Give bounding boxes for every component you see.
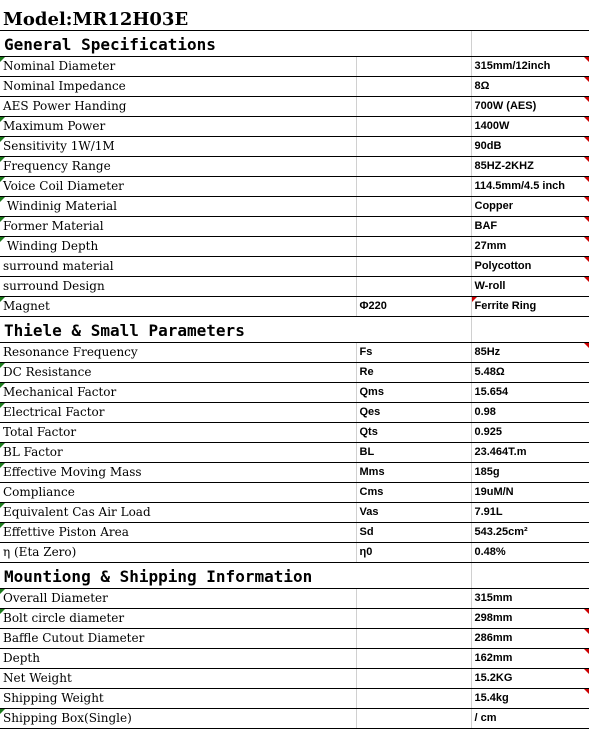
table-cell[interactable] xyxy=(356,256,471,276)
cell-text: Resonance Frequency xyxy=(3,345,138,359)
table-cell[interactable] xyxy=(356,402,471,422)
table-cell[interactable] xyxy=(0,522,356,542)
cell-text: 15.654 xyxy=(474,386,509,398)
cell-text: 19uM/N xyxy=(474,486,514,498)
table-cell[interactable] xyxy=(356,688,471,708)
cell-text: Depth xyxy=(3,651,40,665)
table-cell[interactable] xyxy=(0,668,356,688)
table-cell[interactable] xyxy=(356,156,471,176)
table-cell[interactable] xyxy=(471,136,589,156)
table-cell[interactable] xyxy=(356,522,471,542)
cell-text: 0.48% xyxy=(474,546,506,558)
table-cell[interactable] xyxy=(356,708,471,728)
cell-text: 114.5mm/4.5 inch xyxy=(474,180,565,192)
table-row xyxy=(0,502,589,522)
table-row xyxy=(0,116,589,136)
cell-text: / cm xyxy=(474,712,497,724)
table-row xyxy=(0,628,589,648)
cell-text: 0.98 xyxy=(474,406,496,418)
comment-flag-icon xyxy=(584,137,589,142)
note-flag-icon xyxy=(0,589,5,594)
cell-text: Voice Coil Diameter xyxy=(3,179,124,193)
cell-text: 700W (AES) xyxy=(474,100,537,112)
table-row xyxy=(0,176,589,196)
comment-flag-icon xyxy=(584,97,589,102)
table-cell[interactable] xyxy=(0,362,356,382)
table-row xyxy=(0,236,589,256)
table-cell[interactable] xyxy=(0,608,356,628)
note-flag-icon xyxy=(0,609,5,614)
table-cell[interactable] xyxy=(471,708,589,728)
table-cell[interactable] xyxy=(356,648,471,668)
note-flag-icon xyxy=(0,463,5,468)
table-cell[interactable] xyxy=(356,216,471,236)
cell-text: Sd xyxy=(359,526,374,538)
cell-text: 15.2KG xyxy=(474,672,513,684)
cell-text: 27mm xyxy=(474,240,507,252)
cell-text: 543.25cm² xyxy=(474,526,528,538)
comment-flag-icon xyxy=(584,217,589,222)
table-cell[interactable] xyxy=(471,482,589,502)
cell-text: Qms xyxy=(359,386,384,398)
section-header-thiele xyxy=(0,316,589,342)
table-cell[interactable] xyxy=(471,116,589,136)
cell-text: Fs xyxy=(359,346,373,358)
cell-text: 0.925 xyxy=(474,426,503,438)
cell-text: BAF xyxy=(474,220,498,232)
table-cell[interactable] xyxy=(0,96,356,116)
table-cell[interactable] xyxy=(0,442,356,462)
cell-text: Φ220 xyxy=(359,300,387,312)
cell-text: η0 xyxy=(359,546,373,558)
cell-text: Electrical Factor xyxy=(3,405,105,419)
table-cell[interactable] xyxy=(356,482,471,502)
cell-text: Mechanical Factor xyxy=(3,385,117,399)
table-row xyxy=(0,56,589,76)
cell-text: surround material xyxy=(3,259,114,273)
cell-text: W-roll xyxy=(474,280,506,292)
note-flag-icon xyxy=(0,403,5,408)
table-row xyxy=(0,708,589,728)
table-cell[interactable] xyxy=(471,256,589,276)
table-row xyxy=(0,462,589,482)
table-row xyxy=(0,136,589,156)
table-cell[interactable] xyxy=(471,442,589,462)
comment-flag-icon xyxy=(584,157,589,162)
table-row xyxy=(0,648,589,668)
table-cell[interactable] xyxy=(356,236,471,256)
table-cell[interactable] xyxy=(0,56,356,76)
note-flag-icon xyxy=(0,137,5,142)
cell-text: Shipping Weight xyxy=(3,691,104,705)
cell-text: 85HZ-2KHZ xyxy=(474,160,534,172)
table-cell[interactable] xyxy=(356,296,471,316)
note-flag-icon xyxy=(0,217,5,222)
table-cell[interactable] xyxy=(0,176,356,196)
table-cell[interactable] xyxy=(356,276,471,296)
table-row xyxy=(0,382,589,402)
table-row xyxy=(0,216,589,236)
cell-text: Nominal Diameter xyxy=(3,59,116,73)
note-flag-icon xyxy=(0,117,5,122)
table-row xyxy=(0,156,589,176)
table-row xyxy=(0,76,589,96)
table-cell[interactable] xyxy=(0,116,356,136)
note-flag-icon xyxy=(0,443,5,448)
table-cell[interactable] xyxy=(471,362,589,382)
cell-text: 315mm/12inch xyxy=(474,60,551,72)
table-cell[interactable] xyxy=(471,296,589,316)
note-flag-icon xyxy=(0,157,5,162)
table-cell[interactable] xyxy=(471,668,589,688)
note-flag-icon xyxy=(0,709,5,714)
table-cell[interactable] xyxy=(0,688,356,708)
table-cell[interactable] xyxy=(356,382,471,402)
table-cell[interactable] xyxy=(0,628,356,648)
cell-text: 298mm xyxy=(474,612,513,624)
table-cell[interactable] xyxy=(356,588,471,608)
note-flag-icon xyxy=(0,523,5,528)
cell-text: 15.4kg xyxy=(474,692,509,704)
table-row xyxy=(0,296,589,316)
comment-flag-icon xyxy=(584,669,589,674)
cell-text: 315mm xyxy=(474,592,513,604)
table-cell[interactable] xyxy=(471,608,589,628)
comment-flag-icon xyxy=(584,77,589,82)
comment-flag-icon xyxy=(584,277,589,282)
cell-text: Cms xyxy=(359,486,384,498)
cell-text: Polycotton xyxy=(474,260,532,272)
model-row xyxy=(0,0,589,30)
section-title-thiele[interactable]: Thiele & Small Parameters xyxy=(0,316,471,342)
comment-flag-icon xyxy=(584,197,589,202)
table-cell[interactable] xyxy=(471,648,589,668)
table-cell[interactable] xyxy=(0,708,356,728)
table-cell[interactable] xyxy=(471,342,589,362)
table-cell[interactable] xyxy=(0,136,356,156)
cell-text: BL xyxy=(359,446,375,458)
cell-text: Bolt circle diameter xyxy=(3,611,125,625)
table-cell[interactable] xyxy=(0,236,356,256)
table-cell[interactable] xyxy=(0,342,356,362)
cell-text: Magnet xyxy=(3,299,50,313)
model-title[interactable]: Model:MR12H03E xyxy=(0,0,589,30)
comment-flag-icon xyxy=(584,609,589,614)
cell-text: η (Eta Zero) xyxy=(3,545,77,559)
table-cell[interactable] xyxy=(471,236,589,256)
table-row xyxy=(0,362,589,382)
section-header-mounting xyxy=(0,562,589,588)
note-flag-icon xyxy=(0,197,5,202)
table-cell[interactable] xyxy=(471,462,589,482)
table-cell[interactable] xyxy=(471,422,589,442)
comment-flag-icon xyxy=(584,689,589,694)
note-flag-icon xyxy=(0,57,5,62)
cell-text: Shipping Box(Single) xyxy=(3,711,132,725)
table-cell[interactable] xyxy=(471,156,589,176)
table-cell[interactable] xyxy=(0,76,356,96)
comment-flag-icon xyxy=(584,177,589,182)
table-cell[interactable] xyxy=(0,502,356,522)
table-cell[interactable] xyxy=(471,196,589,216)
cell-text: BL Factor xyxy=(3,445,63,459)
cell-text: DC Resistance xyxy=(3,365,92,379)
table-cell[interactable] xyxy=(356,96,471,116)
table-row xyxy=(0,588,589,608)
table-cell[interactable] xyxy=(0,276,356,296)
cell-text: Ferrite Ring xyxy=(474,300,537,312)
table-cell[interactable] xyxy=(0,648,356,668)
table-cell[interactable] xyxy=(0,256,356,276)
comment-flag-icon xyxy=(584,649,589,654)
table-cell[interactable] xyxy=(471,628,589,648)
cell-text: 286mm xyxy=(474,632,513,644)
cell-text: 85Hz xyxy=(474,346,501,358)
section-header-cell[interactable] xyxy=(471,562,589,588)
cell-text: Frequency Range xyxy=(3,159,111,173)
cell-text: Equivalent Cas Air Load xyxy=(3,505,151,519)
table-cell[interactable] xyxy=(471,502,589,522)
cell-text: 185g xyxy=(474,466,500,478)
table-row xyxy=(0,422,589,442)
cell-text: Nominal Impedance xyxy=(3,79,126,93)
table-cell[interactable] xyxy=(356,422,471,442)
cell-text: Qts xyxy=(359,426,378,438)
table-row xyxy=(0,668,589,688)
cell-text: Mms xyxy=(359,466,385,478)
table-cell[interactable] xyxy=(0,382,356,402)
table-cell[interactable] xyxy=(0,196,356,216)
cell-text: Windinig Material xyxy=(3,199,118,213)
table-cell[interactable] xyxy=(471,588,589,608)
cell-text: 162mm xyxy=(474,652,513,664)
table-row xyxy=(0,542,589,562)
table-cell[interactable] xyxy=(471,688,589,708)
table-row xyxy=(0,276,589,296)
table-cell[interactable] xyxy=(356,56,471,76)
table-row xyxy=(0,402,589,422)
cell-text: Sensitivity 1W/1M xyxy=(3,139,115,153)
table-row xyxy=(0,196,589,216)
section-header-cell[interactable] xyxy=(471,316,589,342)
table-cell[interactable] xyxy=(471,216,589,236)
comment-flag-icon xyxy=(584,629,589,634)
table-cell[interactable] xyxy=(471,76,589,96)
table-cell[interactable] xyxy=(471,176,589,196)
table-cell[interactable] xyxy=(356,542,471,562)
table-row xyxy=(0,688,589,708)
cell-text: Maximum Power xyxy=(3,119,106,133)
table-cell[interactable] xyxy=(471,542,589,562)
section-title-general[interactable]: General Specifications xyxy=(0,30,471,56)
table-cell[interactable] xyxy=(356,76,471,96)
note-flag-icon xyxy=(0,503,5,508)
cell-text: 90dB xyxy=(474,140,502,152)
table-row xyxy=(0,608,589,628)
cell-text: Overall Diameter xyxy=(3,591,108,605)
table-cell[interactable] xyxy=(356,136,471,156)
comment-flag-icon xyxy=(472,297,477,302)
cell-text: Effective Moving Mass xyxy=(3,465,142,479)
table-cell[interactable] xyxy=(356,668,471,688)
cell-text: Compliance xyxy=(3,485,75,499)
comment-flag-icon xyxy=(584,257,589,262)
cell-text: Qes xyxy=(359,406,381,418)
table-cell[interactable] xyxy=(471,402,589,422)
table-row xyxy=(0,522,589,542)
table-cell[interactable] xyxy=(0,482,356,502)
cell-text: 7.91L xyxy=(474,506,503,518)
table-cell[interactable] xyxy=(0,156,356,176)
cell-text: 8Ω xyxy=(474,80,490,92)
comment-flag-icon xyxy=(584,237,589,242)
table-cell[interactable] xyxy=(356,362,471,382)
table-cell[interactable] xyxy=(356,342,471,362)
table-cell[interactable] xyxy=(0,422,356,442)
cell-text: Effettive Piston Area xyxy=(3,525,129,539)
note-flag-icon xyxy=(0,177,5,182)
table-cell[interactable] xyxy=(0,216,356,236)
note-flag-icon xyxy=(0,383,5,388)
note-flag-icon xyxy=(0,237,5,242)
section-title-mounting[interactable]: Mountiong & Shipping Information xyxy=(0,562,471,588)
table-cell[interactable] xyxy=(471,276,589,296)
cell-text: AES Power Handing xyxy=(3,99,127,113)
cell-text: Vas xyxy=(359,506,379,518)
cell-text: 1400W xyxy=(474,120,510,132)
table-cell[interactable] xyxy=(471,522,589,542)
table-row xyxy=(0,342,589,362)
table-cell[interactable] xyxy=(0,542,356,562)
cell-text: 23.464T.m xyxy=(474,446,527,458)
table-cell[interactable] xyxy=(0,296,356,316)
table-cell[interactable] xyxy=(0,588,356,608)
table-cell[interactable] xyxy=(356,502,471,522)
table-row xyxy=(0,442,589,462)
cell-text: Copper xyxy=(474,200,513,212)
table-cell[interactable] xyxy=(356,462,471,482)
cell-text: Baffle Cutout Diameter xyxy=(3,631,145,645)
table-cell[interactable] xyxy=(0,462,356,482)
table-cell[interactable] xyxy=(356,176,471,196)
table-row xyxy=(0,256,589,276)
section-header-general xyxy=(0,30,589,56)
table-row xyxy=(0,96,589,116)
comment-flag-icon xyxy=(584,57,589,62)
comment-flag-icon xyxy=(584,343,589,348)
note-flag-icon xyxy=(0,363,5,368)
cell-text: Total Factor xyxy=(3,425,77,439)
table-cell[interactable] xyxy=(356,628,471,648)
comment-flag-icon xyxy=(584,117,589,122)
section-header-cell[interactable] xyxy=(471,30,589,56)
table-cell[interactable] xyxy=(471,56,589,76)
note-flag-icon xyxy=(0,297,5,302)
table-cell[interactable] xyxy=(471,96,589,116)
cell-text: Re xyxy=(359,366,374,378)
cell-text: Net Weight xyxy=(3,671,72,685)
table-cell[interactable] xyxy=(356,116,471,136)
cell-text: surround Design xyxy=(3,279,105,293)
table-cell[interactable] xyxy=(356,442,471,462)
table-cell[interactable] xyxy=(356,608,471,628)
table-cell[interactable] xyxy=(471,382,589,402)
table-cell[interactable] xyxy=(356,196,471,216)
table-cell[interactable] xyxy=(0,402,356,422)
table-row xyxy=(0,482,589,502)
cell-text: 5.48Ω xyxy=(474,366,505,378)
cell-text: Former Material xyxy=(3,219,104,233)
cell-text: Winding Depth xyxy=(3,239,99,253)
